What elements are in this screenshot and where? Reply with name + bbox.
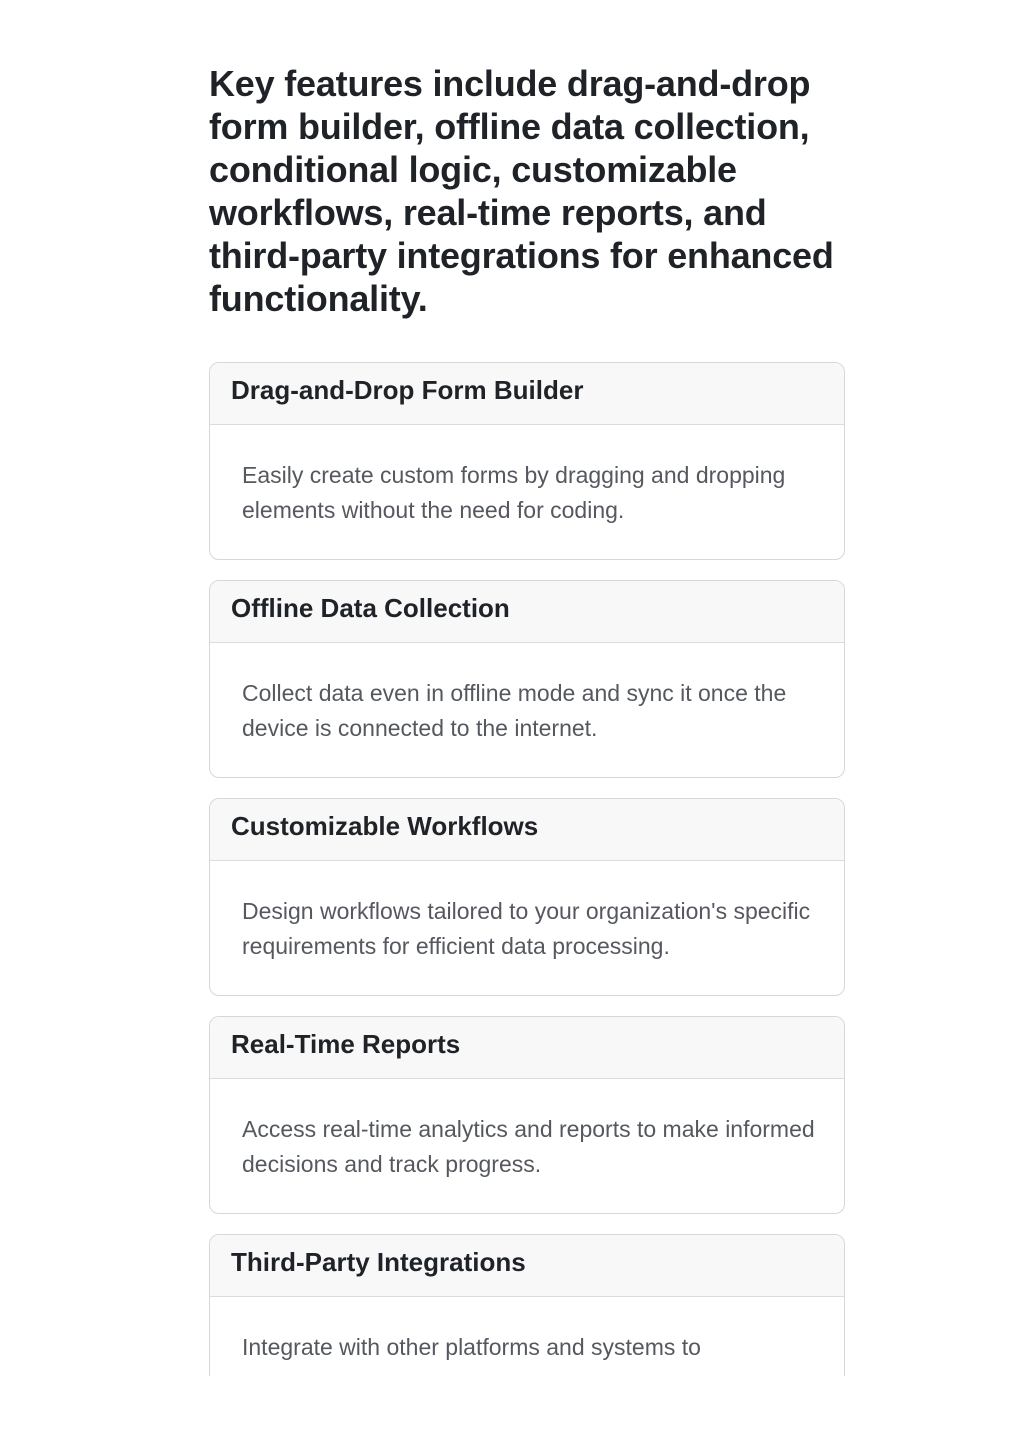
feature-card-customizable-workflows [209,798,845,996]
feature-card-drag-and-drop-form-builder [209,362,845,560]
feature-list [209,362,845,1376]
feature-description: Access real-time analytics and reports to make informed decisions and track progress. [242,1116,815,1177]
feature-card-real-time-reports [209,1016,845,1214]
feature-title: Third-Party Integrations [231,1247,526,1277]
feature-card-header [210,1017,844,1079]
feature-card-body [210,643,844,777]
feature-card-header [210,799,844,861]
feature-description: Collect data even in offline mode and sync it once the device is connected to the internet. [242,680,787,741]
feature-description: Design workflows tailored to your organization's specific requirements for efficient data processing. [242,898,811,959]
feature-card-body [210,1079,844,1213]
feature-card-body [210,1297,844,1376]
feature-card-header [210,581,844,643]
feature-card-body [210,425,844,559]
feature-card-third-party-integrations [209,1234,845,1376]
page-heading: Key features include drag-and-drop form builder, offline data collection, conditional logic, customizable workflows, real-time reports, and third-party integrations for enhanced functionality. [209,63,834,319]
feature-title: Offline Data Collection [231,593,510,623]
feature-description: Easily create custom forms by dragging and dropping elements without the need for coding. [242,462,786,523]
feature-card-header [210,1235,844,1297]
feature-card-offline-data-collection [209,580,845,778]
feature-title: Customizable Workflows [231,811,539,841]
feature-description: Integrate with other platforms and systems to [242,1334,701,1360]
feature-title: Drag-and-Drop Form Builder [231,375,584,405]
feature-card-body [210,861,844,995]
feature-card-header [210,363,844,425]
main-content [209,62,845,1376]
feature-title: Real-Time Reports [231,1029,461,1059]
